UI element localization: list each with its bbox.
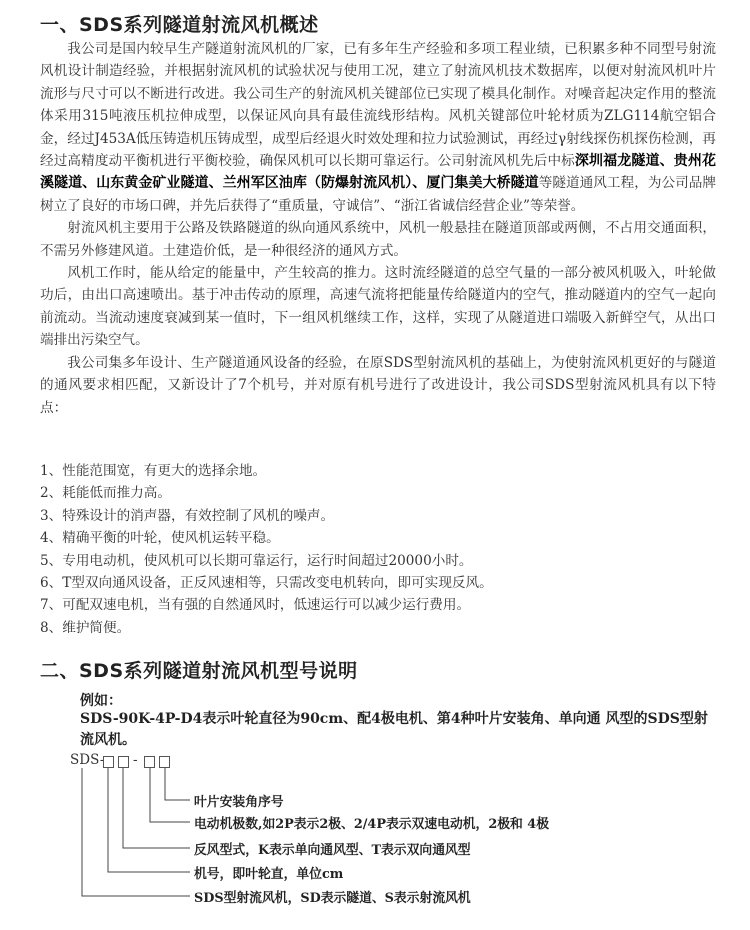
connector-angle — [165, 768, 190, 800]
model-code-prefix: SDS- — [70, 752, 105, 768]
connector-prefix — [82, 768, 190, 896]
connector-poles — [150, 768, 190, 822]
connector-airflow — [123, 768, 190, 848]
principle-paragraph: 风机工作时，能从给定的能量中，产生较高的推力。这时流经隧道的总空气量的一部分被风机吸入，叶轮做功后，由出口高速喷出。基于冲击传动的原理，高速气流将把能量传给隧道内的空气，推动隧道内的空气一起向前流动。当流动速度衰减到某一值时，下一组风机继续工作，这样，实现了从隧道进口端吸入新鲜空气，从出口端排出污染空气。 — [40, 265, 716, 349]
legend-airflow: 反风型式，K表示单向通风型、T表示双向通风型 — [194, 843, 471, 858]
list-item: 4、精确平衡的叶轮，使风机运转平稳。 — [40, 530, 280, 547]
list-item: 6、T型双向通风设备，正反风速相等，只需改变电机转向，即可实现反风。 — [40, 575, 493, 592]
usage-paragraph: 射流风机主要用于公路及铁路隧道的纵向通风系统中，风机一般悬挂在隧道顶部或两侧，不占用交通面积，不需另外修建风道。土建造价低，是一种很经济的通风方式。 — [40, 220, 716, 259]
list-item: 2、耗能低而推力高。 — [40, 485, 171, 502]
legend-prefix: SDS型射流风机，SD表示隧道、S表示射流风机 — [194, 891, 471, 906]
section2-title: 二、SDS系列隧道射流风机型号说明 — [40, 660, 358, 682]
list-item: 1、性能范围宽，有更大的选择余地。 — [40, 463, 267, 479]
legend-poles: 电动机极数,如2P表示2极、2/4P表示双速电动机，2极和 4极 — [194, 817, 549, 832]
legend-angle: 叶片安装角序号 — [194, 795, 284, 810]
example-label: 例如： — [80, 693, 122, 709]
list-item: 8、维护简便。 — [40, 619, 131, 636]
list-item: 3、特殊设计的消声器，有效控制了风机的噪声。 — [40, 507, 335, 524]
intro-text-a: 我公司是国内较早生产隧道射流风机的厂家，已有多年生产经验和多项工程业绩，已积累多种不同型号射流风机设计制造经验，并根据射流风机的试验状况与使用工况，建立了射流风机技术数据库，以便对射流风机叶片流形与尺寸可以不断进行改进。我公司生产的射流风机关键部位已实现了模具化制作。对噪音起决定作用的整流体采用315吨液压机拉伸成型，以保证风向具有最佳流线形结构。风机关键部位叶轮材质为ZLG114航空铝合金，经过J453A低压铸造机压铸成型，成型后经退火时效处理和拉力试验测试，再经过γ射线探伤机探伤检测，再经过高精度动平衡机进行平衡校验，确保风机可以长期可靠运行。公司射流风机先后中标 — [40, 41, 716, 170]
list-item: 5、专用电动机，使风机可以长期可靠运行，运行时间超过20000小时。 — [40, 552, 473, 569]
connector-number — [108, 768, 190, 872]
intro-text-b: 等隧道通风工程，为公司品牌树立了良好的市场口碑，并先后获得了“重质量，守诚信”、“浙江省诚信经营企业”等荣誉。 — [40, 175, 717, 214]
design-paragraph: 我公司集多年设计、生产隧道通风设备的经验，在原SDS型射流风机的基础上，为使射流风机更好的与隧道的通风要求相匹配，又新设计了7个机号，并对原有机号进行了改进设计，我公司SDS型射流风机具有以下特点： — [40, 354, 716, 416]
highlighted-projects: 深圳福龙隧道、贵州花溪隧道、山东黄金矿业隧道、兰州军区油库（防爆射流风机）、厦门集美大桥隧道 — [40, 153, 717, 192]
legend-number: 机号，即叶轮直，单位cm — [194, 867, 344, 882]
code-dash: - — [133, 752, 138, 768]
list-item: 7、可配双速电机，当有强的自然通风时，低速运行可以减少运行费用。 — [40, 597, 471, 614]
section1-title: 一、SDS系列隧道射流风机概述 — [40, 14, 319, 36]
example-text: SDS-90K-4P-D4表示叶轮直径为90cm、配4极电机、第4种叶片安装角、单向通 风型的SDS型射流风机。 — [80, 711, 708, 748]
